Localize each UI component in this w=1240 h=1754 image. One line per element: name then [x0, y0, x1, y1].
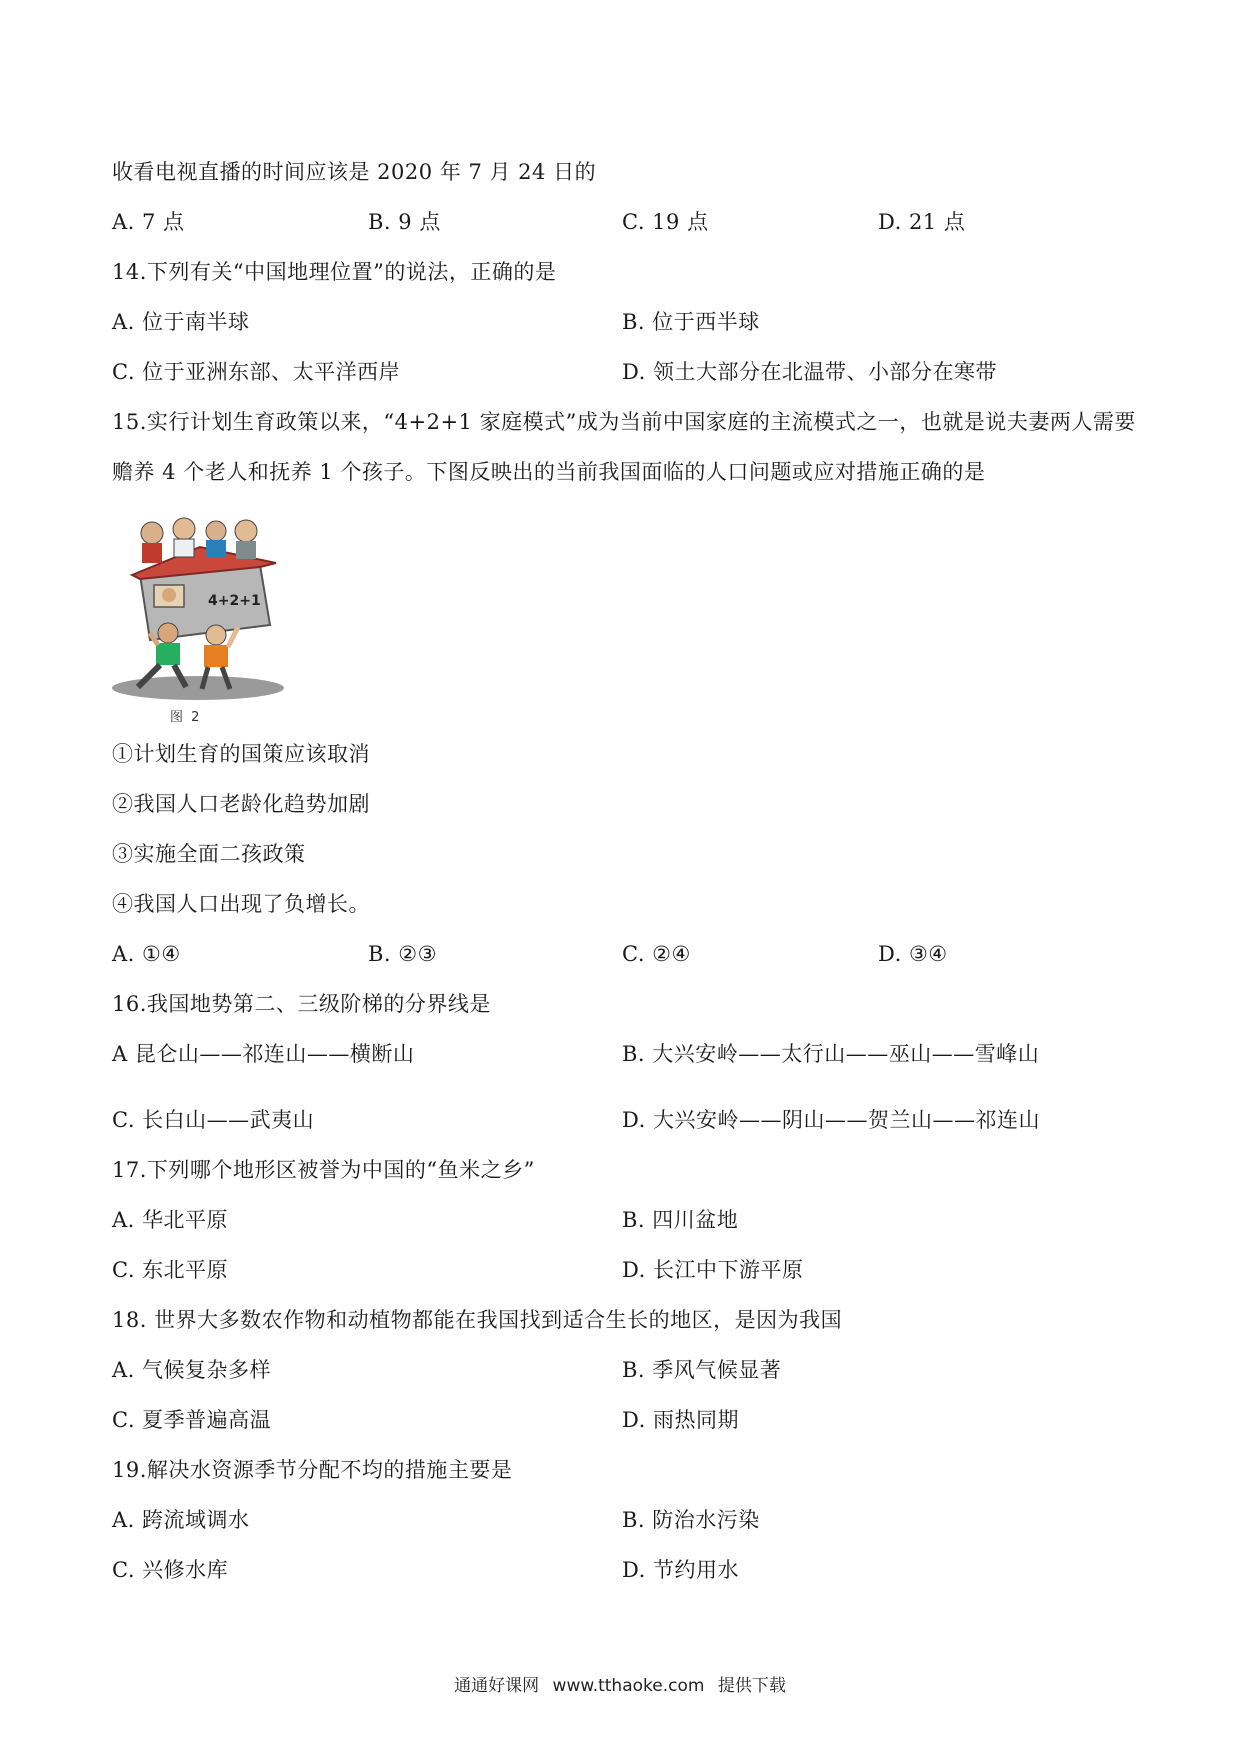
q15-statement-2: ②我国人口老龄化趋势加剧 [112, 792, 370, 816]
q14-option-b: B. 位于西半球 [622, 310, 760, 334]
q18-stem: 18. 世界大多数农作物和动植物都能在我国找到适合生长的地区，是因为我国 [112, 1308, 843, 1332]
q15-option-b: B. ②③ [368, 942, 437, 966]
q16-option-d: D. 大兴安岭——阴山——贺兰山——祁连山 [622, 1108, 1040, 1132]
figure-caption: 图 2 [170, 710, 202, 725]
q16-option-b: B. 大兴安岭——太行山——巫山——雪峰山 [622, 1042, 1040, 1066]
q13-stem-tail: 收看电视直播的时间应该是 2020 年 7 月 24 日的 [112, 160, 597, 184]
q19-option-a: A. 跨流域调水 [112, 1508, 250, 1532]
q19-option-b: B. 防治水污染 [622, 1508, 760, 1532]
q15-statement-1: ①计划生育的国策应该取消 [112, 742, 370, 766]
footer-url[interactable]: www.tthaoke.com [552, 1676, 705, 1696]
page-footer [0, 1671, 1240, 1696]
q15-stem-line-1: 15.实行计划生育政策以来，“4+2+1 家庭模式”成为当前中国家庭的主流模式之一，也就是说夫妻两人需要 [112, 410, 1136, 434]
q16-stem: 16.我国地势第二、三级阶梯的分界线是 [112, 992, 491, 1016]
q13-option-c: C. 19 点 [622, 210, 709, 234]
q16-option-a: A 昆仑山——祁连山——横断山 [112, 1042, 415, 1066]
q15-stem-line-2: 赡养 4 个老人和抚养 1 个孩子。下图反映出的当前我国面临的人口问题或应对措施正确的是 [112, 460, 986, 484]
q13-option-d: D. 21 点 [878, 210, 966, 234]
q14-option-a: A. 位于南半球 [112, 310, 250, 334]
house-label: 4+2+1 [208, 593, 261, 609]
q15-option-a: A. ①④ [112, 942, 181, 966]
q19-stem: 19.解决水资源季节分配不均的措施主要是 [112, 1458, 513, 1482]
q19-option-d: D. 节约用水 [622, 1558, 739, 1582]
family-burden-cartoon [110, 505, 286, 725]
q17-stem: 17.下列哪个地形区被誉为中国的“鱼米之乡” [112, 1158, 535, 1182]
q18-option-d: D. 雨热同期 [622, 1408, 739, 1432]
footer-site-name: 通通好课网 [454, 1676, 540, 1696]
q13-option-b: B. 9 点 [368, 210, 441, 234]
q18-option-b: B. 季风气候显著 [622, 1358, 782, 1382]
q16-option-c: C. 长白山——武夷山 [112, 1108, 315, 1132]
q17-option-a: A. 华北平原 [112, 1208, 229, 1232]
q15-statement-4: ④我国人口出现了负增长。 [112, 892, 370, 916]
q15-option-d: D. ③④ [878, 942, 948, 966]
q17-option-c: C. 东北平原 [112, 1258, 229, 1282]
q14-option-d: D. 领土大部分在北温带、小部分在寒带 [622, 360, 997, 384]
q19-option-c: C. 兴修水库 [112, 1558, 229, 1582]
q14-stem: 14.下列有关“中国地理位置”的说法，正确的是 [112, 260, 557, 284]
q18-option-a: A. 气候复杂多样 [112, 1358, 272, 1382]
q18-option-c: C. 夏季普遍高温 [112, 1408, 272, 1432]
q13-option-a: A. 7 点 [112, 210, 185, 234]
q14-option-c: C. 位于亚洲东部、太平洋西岸 [112, 360, 401, 384]
q15-option-c: C. ②④ [622, 942, 691, 966]
q15-statement-3: ③实施全面二孩政策 [112, 842, 306, 866]
q17-option-b: B. 四川盆地 [622, 1208, 739, 1232]
footer-note: 提供下载 [717, 1676, 786, 1696]
q17-option-d: D. 长江中下游平原 [622, 1258, 804, 1282]
